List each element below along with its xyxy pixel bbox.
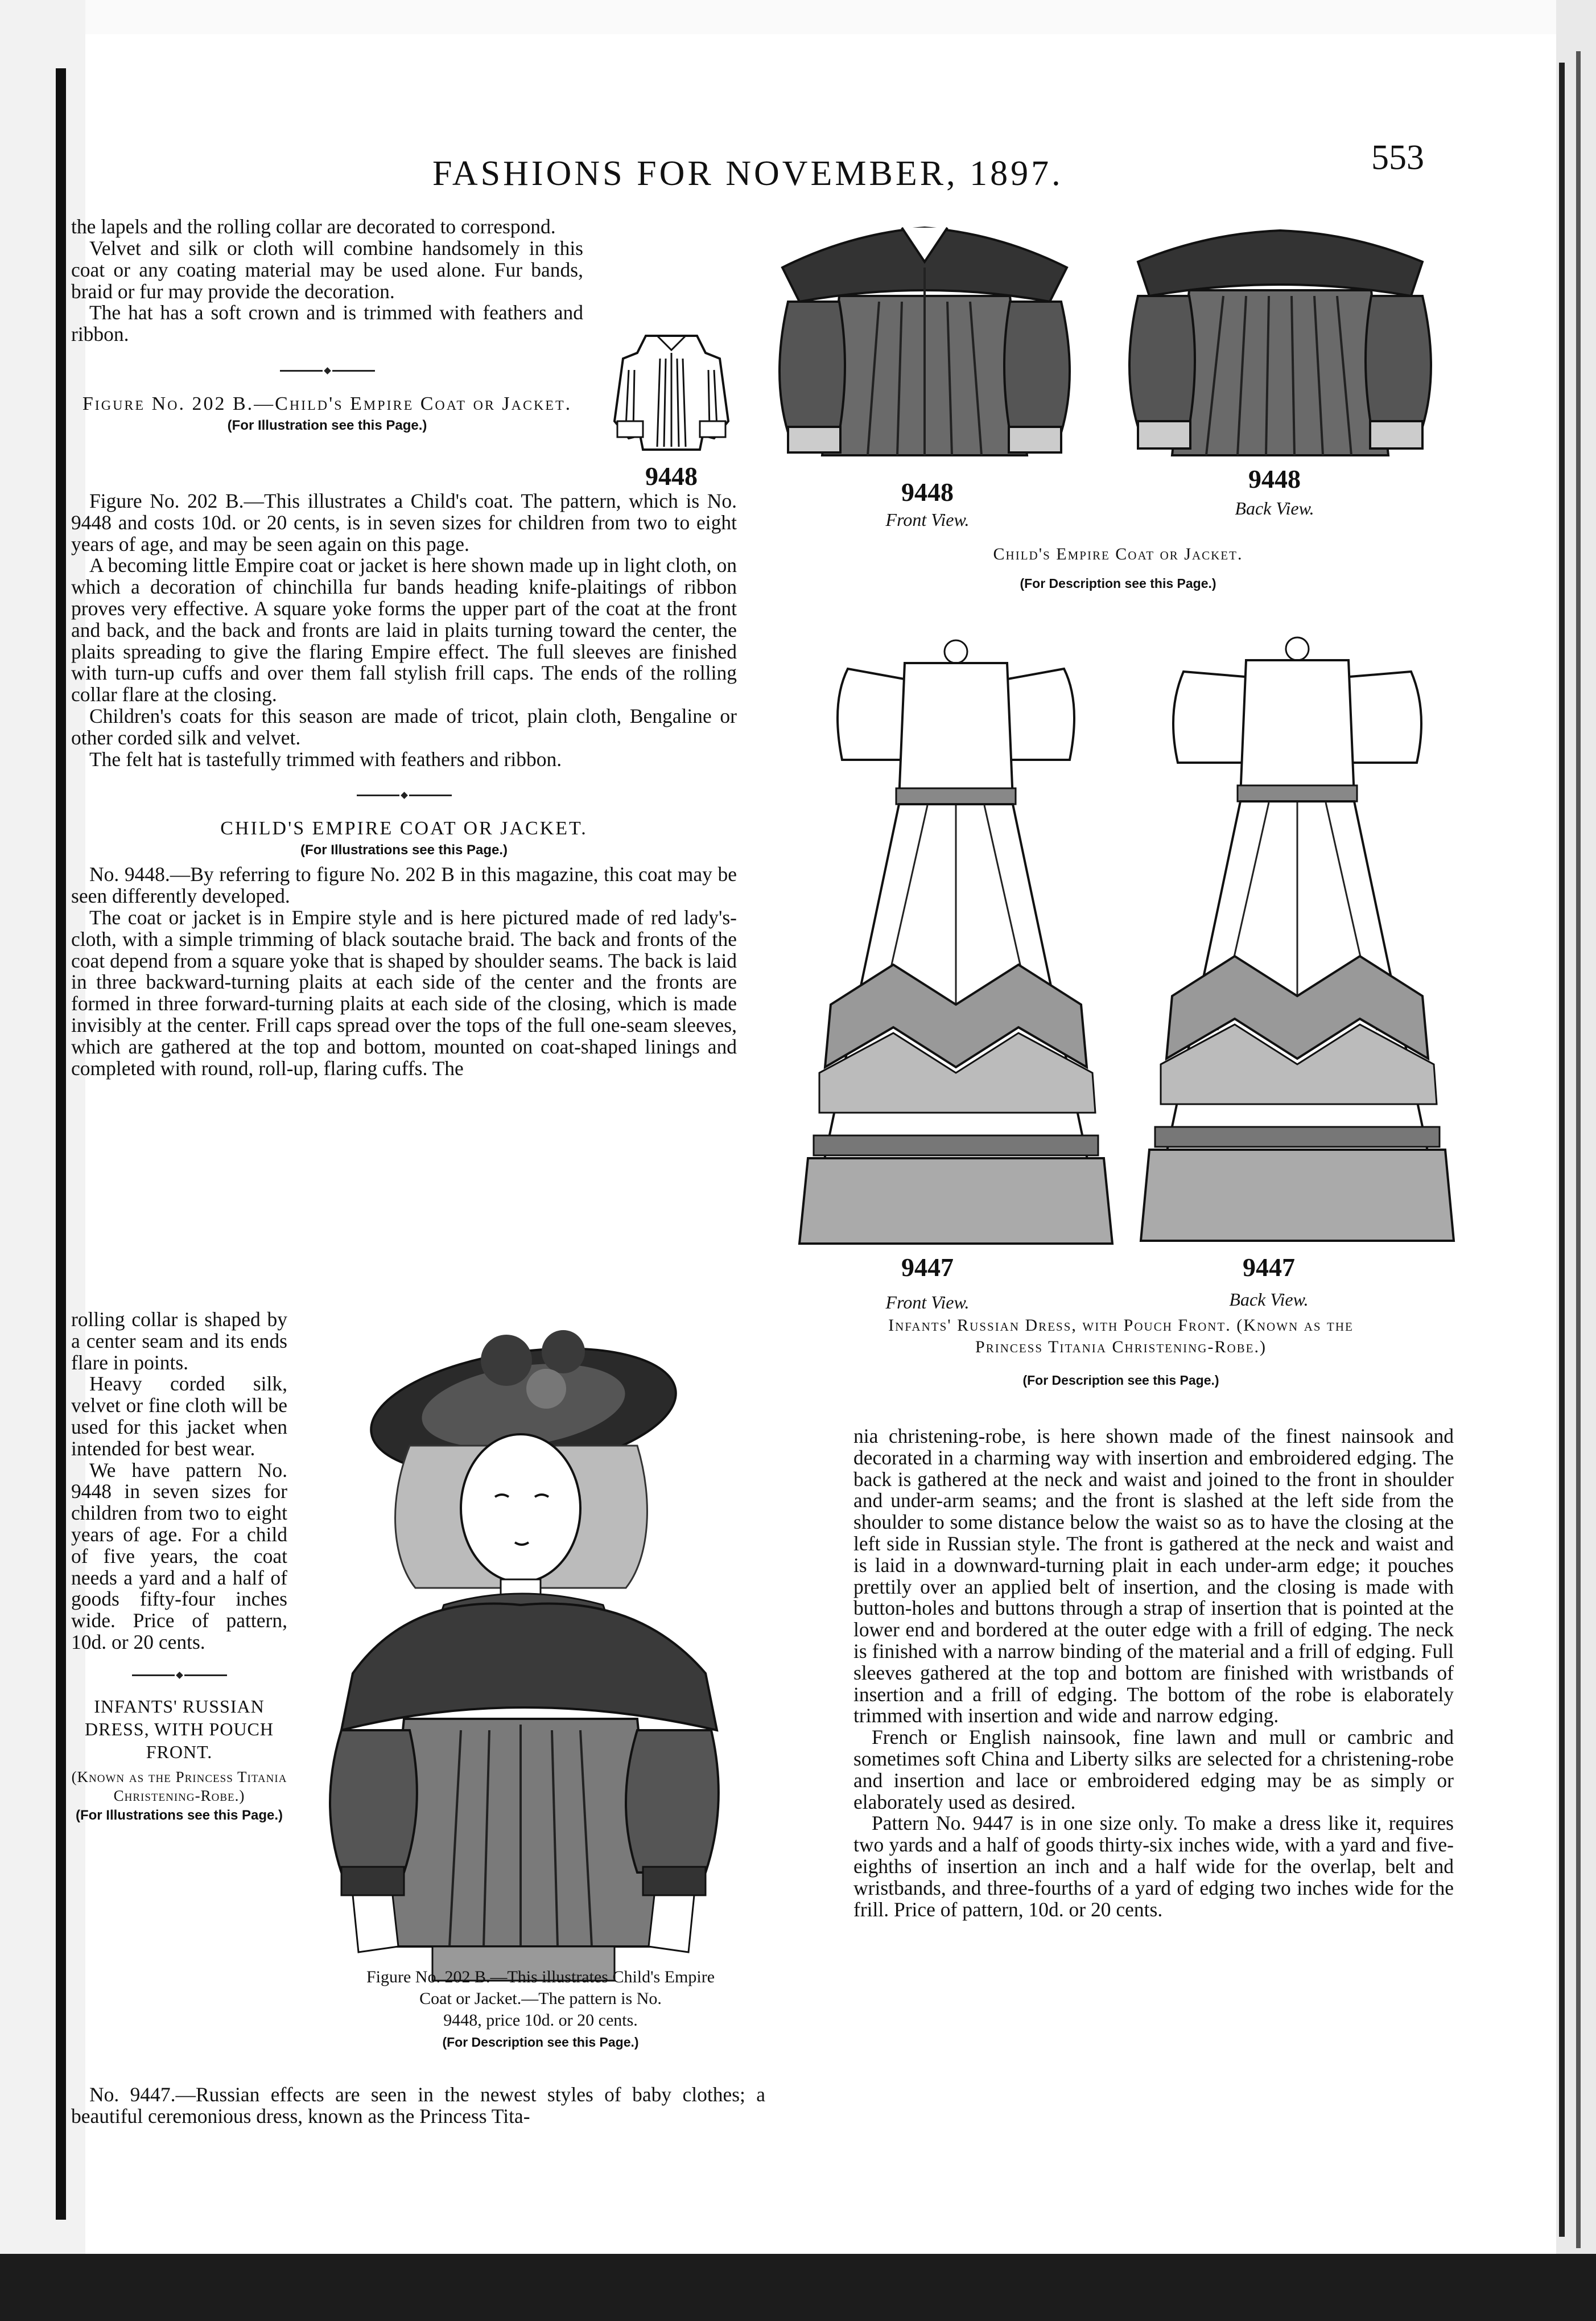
- paragraph: The coat or jacket is in Empire style and is here pictured made of red lady's-cloth, with a simple trimming of black soutache braid. The back and fronts of the coat depend from a square yoke that is shaped by shoulder seams. The back is laid in three backward-turning plaits at each side of the center and the fronts are formed in three forward-turning plaits at each side of the closing, which is made invisibly at the center. Frill caps spread over the tops of the full one-seam sleeves, which are gathered at the top and bottom, mounted on coat-shaped linings and completed with round, roll-up, flaring cuffs. The: [71, 906, 737, 1080]
- left-narrow-column: [71, 1309, 287, 1829]
- front-view-label: Front View.: [885, 1292, 970, 1312]
- girl-figure: [319, 1320, 751, 1986]
- caption-line: Figure No. 202 B.—This illustrates Child's Empire: [366, 1968, 715, 1986]
- front-view-label: Front View.: [885, 509, 970, 530]
- pattern-number: 9448: [645, 462, 698, 491]
- paragraph: A becoming little Empire coat or jacket is here shown made up in light cloth, on which a decoration of chinchilla fur bands heading knife-plaitings of ribbon proves very effective. A square yoke forms the upper part of the coat at the front and back, and the back and fronts are laid in plaits turning toward the center, the plaits spreading to give the flaring Empire effect. The full sleeves are finished with turn-up cuffs and over them fall stylish frill caps. The ends of the rolling collar flare at the closing.: [71, 554, 737, 706]
- paragraph: No. 9448.—By referring to figure No. 202 B in this magazine, this coat may be seen differently developed.: [71, 863, 737, 908]
- paragraph: nia christening-robe, is here shown made of the finest nainsook and decorated in a charming way with insertion and embroidered edging. The back is gathered at the neck and waist and joined to the front in shoulder and under-arm seams; and the front is slashed at the left side from the shoulder to some distance below the waist so as to have the closing at the left side in Russian style. The front is gathered at the neck and waist and is laid in a downward-turning plait in each under-arm edge; it pouches prettily over an applied belt of insertion, and the closing is made with button-holes and buttons through a strap of insertion that is pointed at the lower end and bordered at the outer edge with a frill of edging. The neck is finished with a narrow binding of the material and a frill of edging. Full sleeves gathered at the top and bottom are finished with wristbands of insertion and a frill of edging. The bottom of the robe is elaborately trimmed with insertion and wide and narrow edging.: [853, 1425, 1454, 1727]
- caption-line: Infants' Russian Dress, with Pouch Front. (Known as the: [888, 1316, 1354, 1335]
- coat-caption: Child's Empire Coat or Jacket.: [993, 545, 1243, 563]
- coat-small-figure: [606, 319, 737, 491]
- illustration-note: (For Illustrations see this Page.): [75, 1807, 283, 1823]
- dress-back-figure: [1138, 632, 1457, 1249]
- paragraph: Heavy corded silk, velvet or fine cloth will be used for this jacket when intended for best wear.: [71, 1372, 287, 1460]
- section-separator: [71, 793, 737, 798]
- paragraph: Figure No. 202 B.—This illustrates a Child's coat. The pattern, which is No. 9448 and costs 10d. or 20 cents, is in seven sizes for children from two to eight years of age, and may be seen again on this page.: [71, 489, 737, 555]
- pattern-number: 9447: [901, 1253, 954, 1282]
- caption-line: 9448, price 10d. or 20 cents.: [443, 2011, 638, 2030]
- christening-dress-front-illustration: [797, 635, 1115, 1252]
- paragraph: The felt hat is tastefully trimmed with feathers and ribbon.: [89, 747, 562, 771]
- coat-back-figure: [1121, 216, 1440, 478]
- girl-figure-caption: [319, 1966, 762, 2031]
- paragraph: the lapels and the rolling collar are decorated to correspond.: [71, 215, 556, 238]
- coat-caption-note: (For Description see this Page.): [1020, 576, 1216, 591]
- paragraph: rolling collar is shaped by a center seam and its ends flare in points.: [71, 1308, 287, 1374]
- pattern-number: 9448: [1248, 464, 1301, 493]
- paragraph: Pattern No. 9447 is in one size only. To make a dress like it, requires two yards and a half of goods thirty-six inches wide, with a yard and five-eighths of insertion an inch and a half wide for the overlap, belt and wristbands, and three-fourths of a yard of edging two inches wide for the frill. Price of pattern, 10d. or 20 cents.: [853, 1812, 1454, 1921]
- paragraph: French or English nainsook, fine lawn and mull or cambric and sometimes soft China and Liberty silks are selected for a christening-robe and insertion and lace or embroidered edging may be as simply or elaborately used as desired.: [853, 1726, 1454, 1813]
- section-heading: CHILD'S EMPIRE COAT OR JACKET.: [220, 818, 588, 839]
- section-heading: INFANTS' RUSSIAN DRESS, WITH POUCH FRONT.: [85, 1696, 274, 1762]
- page-top-margin: [0, 0, 1596, 34]
- coat-small-illustration: [606, 319, 737, 461]
- section-separator: [71, 368, 583, 373]
- back-view-label: Back View.: [1229, 1289, 1309, 1310]
- paragraph: We have pattern No. 9448 in seven sizes for children from two to eight years of age. For a child of five years, the coat needs a yard and a half of goods fifty-four inches wide. Price of pattern, 10d. or 20 cents.: [71, 1458, 287, 1653]
- dress-caption-note: (For Description see this Page.): [1022, 1373, 1219, 1388]
- left-column-body: [71, 491, 737, 1079]
- girl-in-coat-illustration: [319, 1320, 751, 1986]
- left-column-top: [71, 216, 737, 238]
- binding-edge-line: [56, 68, 66, 2220]
- paragraph: Velvet and silk or cloth will combine handsomely in this coat or any coating material may be used alone. Fur bands, braid or fur may provide the decoration.: [71, 237, 583, 303]
- section-subheading: (Known as the Princess Titania Christening-Robe.): [71, 1768, 287, 1804]
- pattern-number: 9447: [1243, 1253, 1295, 1282]
- illustration-note: (For Illustrations see this Page.): [300, 842, 508, 858]
- coat-back-illustration: [1121, 216, 1440, 467]
- page-header: [0, 138, 1596, 199]
- girl-caption-note: (For Description see this Page.): [442, 2035, 639, 2050]
- section-separator: [71, 1673, 287, 1678]
- dress-caption: [785, 1315, 1457, 1358]
- right-column-body: [853, 1426, 1454, 1920]
- pattern-number: 9448: [901, 478, 954, 507]
- left-column-intro: [71, 238, 583, 439]
- back-view-label: Back View.: [1235, 498, 1314, 518]
- illustration-note: (For Illustration see this Page.): [227, 417, 427, 433]
- page-number: 553: [1371, 138, 1424, 177]
- christening-dress-back-illustration: [1138, 632, 1457, 1249]
- page-edge-line: [1559, 63, 1565, 2237]
- paragraph: The hat has a soft crown and is trimmed with feathers and ribbon.: [71, 301, 583, 346]
- coat-front-figure: [765, 216, 1084, 478]
- paragraph: Children's coats for this season are made of tricot, plain cloth, Bengaline or other corded silk and velvet.: [71, 704, 737, 749]
- caption-line: Coat or Jacket.—The pattern is No.: [419, 1989, 662, 2008]
- paragraph: No. 9447.—Russian effects are seen in the newest styles of baby clothes; a beautiful ceremonious dress, known as the Princess Tita-: [71, 2083, 765, 2127]
- running-title: FASHIONS FOR NOVEMBER, 1897.: [432, 154, 1063, 193]
- caption-line: Princess Titania Christening-Robe.): [975, 1338, 1267, 1356]
- left-column-bottom: [71, 2084, 765, 2127]
- section-heading: Figure No. 202 B.—Child's Empire Coat or Jacket.: [82, 393, 572, 414]
- coat-front-illustration: [765, 216, 1084, 467]
- dress-front-figure: [797, 635, 1115, 1252]
- scan-bottom-margin: [0, 2254, 1596, 2321]
- page-edge-line-outer: [1576, 51, 1581, 2248]
